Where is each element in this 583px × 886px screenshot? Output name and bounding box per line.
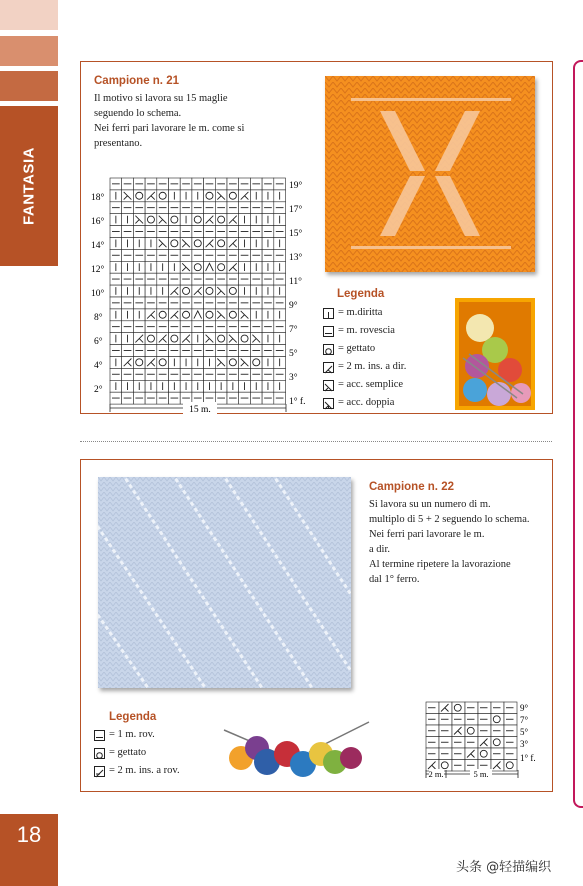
section-tab <box>0 106 58 266</box>
legend-label: = 2 m. ins. a rov. <box>109 765 180 776</box>
yarn-over-icon <box>94 748 105 759</box>
legend-label: = gettato <box>109 747 147 758</box>
page-number-label: 18 <box>16 822 42 847</box>
chart-cell <box>192 214 204 226</box>
row-label: 13° <box>289 253 303 263</box>
sample-21-panel <box>80 61 553 414</box>
row-label: 11° <box>289 277 302 287</box>
width-label: 2 m. <box>428 769 444 779</box>
row-label: 6° <box>94 337 103 347</box>
legend-label: = m. rovescia <box>338 325 395 336</box>
row-label: 17° <box>289 205 303 215</box>
sample-21-chart <box>89 174 309 414</box>
color-swatch <box>0 0 58 30</box>
sample-22-description <box>369 497 529 587</box>
chart-cell <box>204 285 216 297</box>
legend-label: = m.diritta <box>338 307 383 318</box>
chart-cell <box>439 702 452 714</box>
double-decrease-icon <box>323 398 334 409</box>
row-label: 12° <box>91 265 105 275</box>
chart-cell <box>145 333 157 345</box>
chart-cell <box>215 238 227 250</box>
row-label: 5° <box>289 349 298 359</box>
chart-cell <box>180 309 192 321</box>
legend-22 <box>94 726 180 780</box>
yarn-box-photo <box>455 298 535 410</box>
row-label: 4° <box>94 361 103 371</box>
chart-cell <box>157 357 169 369</box>
chart-cell <box>227 190 239 202</box>
row-label: 1° f. <box>289 397 306 407</box>
chart-cell <box>204 309 216 321</box>
yarn-illustration <box>455 298 535 410</box>
row-label: 14° <box>91 241 105 251</box>
chart-cell <box>169 238 181 250</box>
left-row-labels <box>91 192 105 395</box>
left-strip <box>0 0 58 886</box>
legend-item <box>94 762 180 780</box>
chart-cell <box>227 285 239 297</box>
chart-cell <box>133 190 145 202</box>
chart-cell <box>250 357 262 369</box>
legend-label: = 2 m. ins. a dir. <box>338 361 407 372</box>
chart-grid <box>426 702 517 771</box>
legend-item <box>323 304 406 322</box>
right-bracket <box>573 60 583 808</box>
chart-cell <box>215 261 227 273</box>
legend-label: = acc. semplice <box>338 379 404 390</box>
legend-label: = acc. doppia <box>338 397 395 408</box>
watermark: 头条 @轻描编织 <box>456 860 552 875</box>
knit-stitch-icon <box>323 308 334 319</box>
page-number <box>0 814 58 886</box>
chart-grid <box>110 178 286 404</box>
chart-cell <box>192 261 204 273</box>
chart-cell <box>133 357 145 369</box>
legend-item <box>323 394 406 412</box>
row-label: 2° <box>94 385 103 395</box>
legend-item <box>94 744 180 762</box>
section-label: FANTASIA <box>20 147 38 225</box>
chart-cell <box>478 737 491 749</box>
desc-line: Il motivo si lavora su 15 maglie <box>94 93 228 104</box>
legend-item <box>94 726 180 744</box>
purl-stitch-icon <box>94 730 105 741</box>
section-divider <box>80 441 552 442</box>
sample-21-description <box>94 91 244 151</box>
sample-21-title: Campione n. 21 <box>94 75 179 87</box>
color-swatch <box>0 71 58 101</box>
chart-cell <box>169 214 181 226</box>
right-row-labels <box>289 180 305 407</box>
chart-cell <box>169 333 181 345</box>
blue-knit-swatch-photo <box>98 477 351 688</box>
desc-line: Nei ferri pari lavorare le m. come si <box>94 123 245 134</box>
chart-cell <box>157 309 169 321</box>
chart-cell <box>452 725 465 737</box>
row-label: 10° <box>91 289 105 299</box>
desc-line: Al termine ripetere la lavorazione <box>369 559 511 570</box>
chart-cell <box>192 238 204 250</box>
legend-label: = 1 m. rov. <box>109 729 155 740</box>
chart-cell <box>215 214 227 226</box>
row-label: 7° <box>289 325 298 335</box>
width-label: 15 m. <box>189 405 211 414</box>
sample-22-panel <box>80 459 553 792</box>
chart-cell <box>180 285 192 297</box>
p2tog-icon <box>94 766 105 777</box>
chart-cell <box>491 760 504 772</box>
row-label: 16° <box>91 217 105 227</box>
legend-item <box>323 376 406 394</box>
color-swatch <box>0 36 58 66</box>
purl-stitch-icon <box>323 326 334 337</box>
desc-line: presentano. <box>94 138 143 149</box>
row-label: 3° <box>520 739 529 749</box>
row-label: 5° <box>520 727 529 737</box>
legend-item <box>323 358 406 376</box>
desc-line: Si lavora su un numero di m. <box>369 499 491 510</box>
knit-texture <box>325 76 535 272</box>
chart-cell <box>145 214 157 226</box>
chart-cell <box>227 357 239 369</box>
legend-22-title: Legenda <box>109 711 157 723</box>
row-label: 19° <box>289 181 303 191</box>
yarn-over-icon <box>323 344 334 355</box>
row-label: 7° <box>520 715 529 725</box>
chart-cell <box>157 190 169 202</box>
width-label: 5 m. <box>473 769 489 779</box>
sample-22-chart <box>424 700 542 782</box>
row-label: 9° <box>289 301 298 311</box>
chart-cell <box>227 309 239 321</box>
row-label: 18° <box>91 193 105 203</box>
row-label: 15° <box>289 229 303 239</box>
sample-22-title: Campione n. 22 <box>369 481 454 493</box>
desc-line: dal 1° ferro. <box>369 574 420 585</box>
desc-line: a dir. <box>369 544 390 555</box>
row-label: 9° <box>520 703 529 713</box>
k2tog-icon <box>323 362 334 373</box>
chart-cell <box>204 190 216 202</box>
desc-line: multiplo di 5 + 2 seguendo lo schema. <box>369 514 530 525</box>
legend-21-title: Legenda <box>337 288 385 300</box>
chart-cell <box>465 748 478 760</box>
desc-line: seguendo lo schema. <box>94 108 182 119</box>
legend-label: = gettato <box>338 343 376 354</box>
knit-texture <box>98 477 351 688</box>
yarn-balls-illustration <box>219 718 379 780</box>
ssk-icon <box>323 380 334 391</box>
legend-item <box>323 322 406 340</box>
legend-item <box>323 340 406 358</box>
row-label: 1° f. <box>520 753 536 763</box>
row-label: 8° <box>94 313 103 323</box>
chart-cell <box>239 333 251 345</box>
desc-line: Nei ferri pari lavorare le m. <box>369 529 485 540</box>
right-row-labels <box>520 703 536 763</box>
row-label: 3° <box>289 373 298 383</box>
chart-cell <box>215 333 227 345</box>
orange-knit-swatch-photo <box>325 76 535 272</box>
legend-21 <box>323 304 406 412</box>
